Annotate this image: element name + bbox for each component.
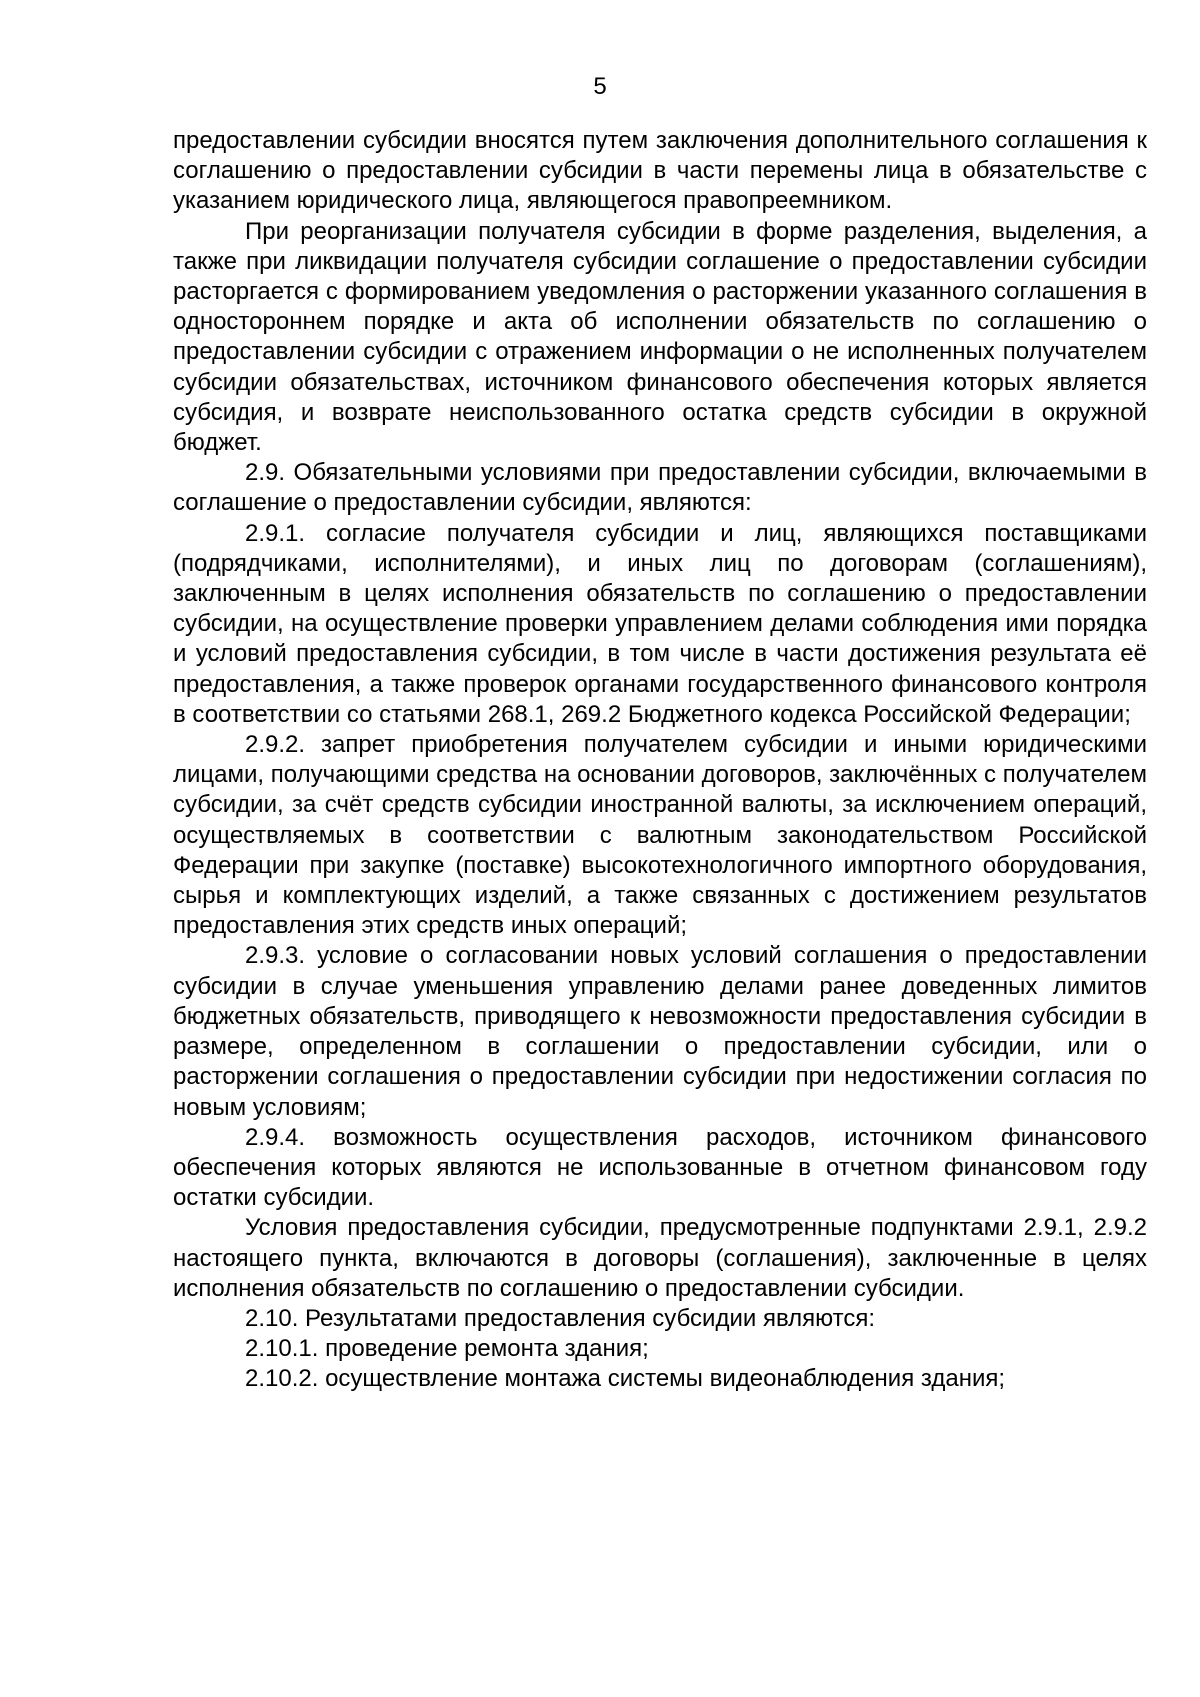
paragraph-2-9-1: 2.9.1. согласие получателя субсидии и лиц, являющихся поставщиками (подрядчиками, исполнителями), и иных лиц по договорам (соглашениям), заключенным в целях исполнения обязательств по соглашению о предоставлении субсидии, на осуществление проверки управлением делами соблюдения ими порядка и условий предоставления субсидии, в том числе в части достижения результата её предоставления, а также проверок органами государственного финансового контроля в соответствии со статьями 268.1, 269.2 Бюджетного кодекса Российской Федерации; [173, 519, 1147, 728]
paragraph-reorganization: При реорганизации получателя субсидии в форме разделения, выделения, а также при ликвидации получателя субсидии соглашение о предоставлении субсидии расторгается с формированием уведомления о расторжении указанного соглашения в одностороннем порядке и акта об исполнении обязательств по соглашению о предоставлении субсидии с отражением информации о не исполненных получателем субсидии обязательствах, источником финансового обеспечения которых является субсидия, и возврате неиспользованного остатка средств субсидии в окружной бюджет. [173, 217, 1147, 457]
document-body [173, 126, 1147, 1395]
paragraph-conditions: Условия предоставления субсидии, предусмотренные подпунктами 2.9.1, 2.9.2 настоящего пункта, включаются в договоры (соглашения), заключенные в целях исполнения обязательств по соглашению о предоставлении субсидии. [173, 1214, 1147, 1302]
page-number: 5 [593, 73, 607, 100]
paragraph-2-9-4: 2.9.4. возможность осуществления расходов, источником финансового обеспечения которых являются не использованные в отчетном финансовом году остатки субсидии. [173, 1123, 1147, 1212]
paragraph-2-10: 2.10. Результатами предоставления субсидии являются: [245, 1304, 875, 1332]
paragraph-2-10-2: 2.10.2. осуществление монтажа системы видеонаблюдения здания; [245, 1365, 1006, 1393]
paragraph-continuation: предоставлении субсидии вносятся путем заключения дополнительного соглашения к соглашению о предоставлении субсидии в части перемены лица в обязательстве с указанием юридического лица, являющегося правопреемником. [173, 127, 1147, 215]
paragraph-2-9-2: 2.9.2. запрет приобретения получателем субсидии и иными юридическими лицами, получающими средства на основании договоров, заключённых с получателем субсидии, за счёт средств субсидии иностранной валюты, за исключением операций, осуществляемых в соответствии с валютным законодательством Российской Федерации при закупке (поставке) высокотехнологичного импортного оборудования, сырья и комплектующих изделий, а также связанных с достижением результатов предоставления этих средств иных операций; [173, 731, 1147, 940]
paragraph-2-10-1: 2.10.1. проведение ремонта здания; [245, 1335, 649, 1363]
paragraph-2-9: 2.9. Обязательными условиями при предоставлении субсидии, включаемыми в соглашение о предоставлении субсидии, являются: [173, 459, 1147, 517]
paragraph-2-9-3: 2.9.3. условие о согласовании новых условий соглашения о предоставлении субсидии в случае уменьшения управлению делами ранее доведенных лимитов бюджетных обязательств, приводящего к невозможности предоставления субсидии в размере, определенном в соглашении о предоставлении субсидии, или о расторжении соглашения о предоставлении субсидии при недостижении согласия по новым условиям; [173, 942, 1147, 1121]
